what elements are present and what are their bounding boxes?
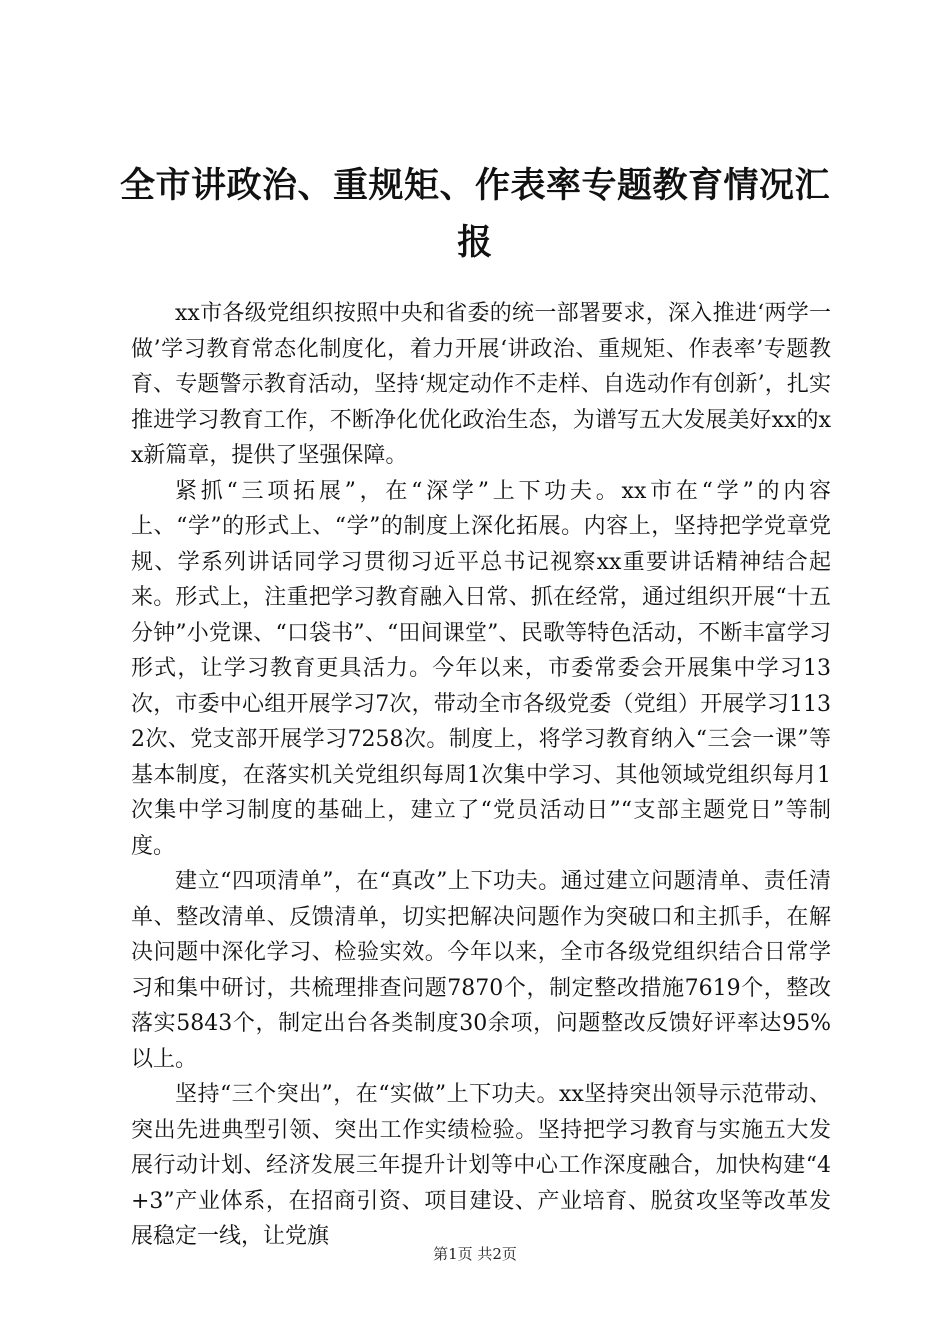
document-title: 全市讲政治、重规矩、作表率专题教育情况汇报 [120,166,831,263]
paragraph-intro: xx市各级党组织按照中央和省委的统一部署要求，深入推进‘两学一做’学习教育常态化制度化，着力开展‘讲政治、重规矩、作表率’专题教育、专题警示教育活动，坚持‘规定动作不走样、自选动作有创新’，扎实推进学习教育工作，不断净化优化政治生态，为谱写五大发展美好xx的xx新篇章，提供了坚强保障。 [131,301,831,468]
document-body [131,296,831,1255]
paragraph-practical-action: 坚持“三个突出”，在“实做”上下功夫。xx坚持突出领导示范带动、突出先进典型引领、突出工作实绩检验。坚持把学习教育与实施五大发展行动计划、经济发展三年提升计划等中心工作深度融合，加快构建“4+3”产业体系，在招商引资、项目建设、产业培育、脱贫攻坚等改革发展稳定一线，让党旗 [131,1082,831,1249]
page-number-footer: 第1页 共2页 [433,1245,517,1263]
paragraph-deep-study: 紧抓“三项拓展”，在“深学”上下功夫。xx市在“学”的内容上、“学”的形式上、“学”的制度上深化拓展。内容上，坚持把学党章党规、学系列讲话同学习贯彻习近平总书记视察xx重要讲话精神结合起来。形式上，注重把学习教育融入日常、抓在经常，通过组织开展“十五分钟”小党课、“口袋书”、“田间课堂”、民歌等特色活动，不断丰富学习形式，让学习教育更具活力。今年以来，市委常委会开展集中学习13次，市委中心组开展学习7次，带动全市各级党委（党组）开展学习1132次、党支部开展学习7258次。制度上，将学习教育纳入“三会一课”等基本制度，在落实机关党组织每周1次集中学习、其他领域党组织每月1次集中学习制度的基础上，建立了“党员活动日”“支部主题党日”等制度。 [131,478,831,859]
paragraph-real-reform: 建立“四项清单”，在“真改”上下功夫。通过建立问题清单、责任清单、整改清单、反馈清单，切实把解决问题作为突破口和主抓手，在解决问题中深化学习、检验实效。今年以来，全市各级党组织结合日常学习和集中研讨，共梳理排查问题7870个，制定整改措施7619个，整改落实5843个，制定出台各类制度30余项，问题整改反馈好评率达95%以上。 [131,869,831,1072]
